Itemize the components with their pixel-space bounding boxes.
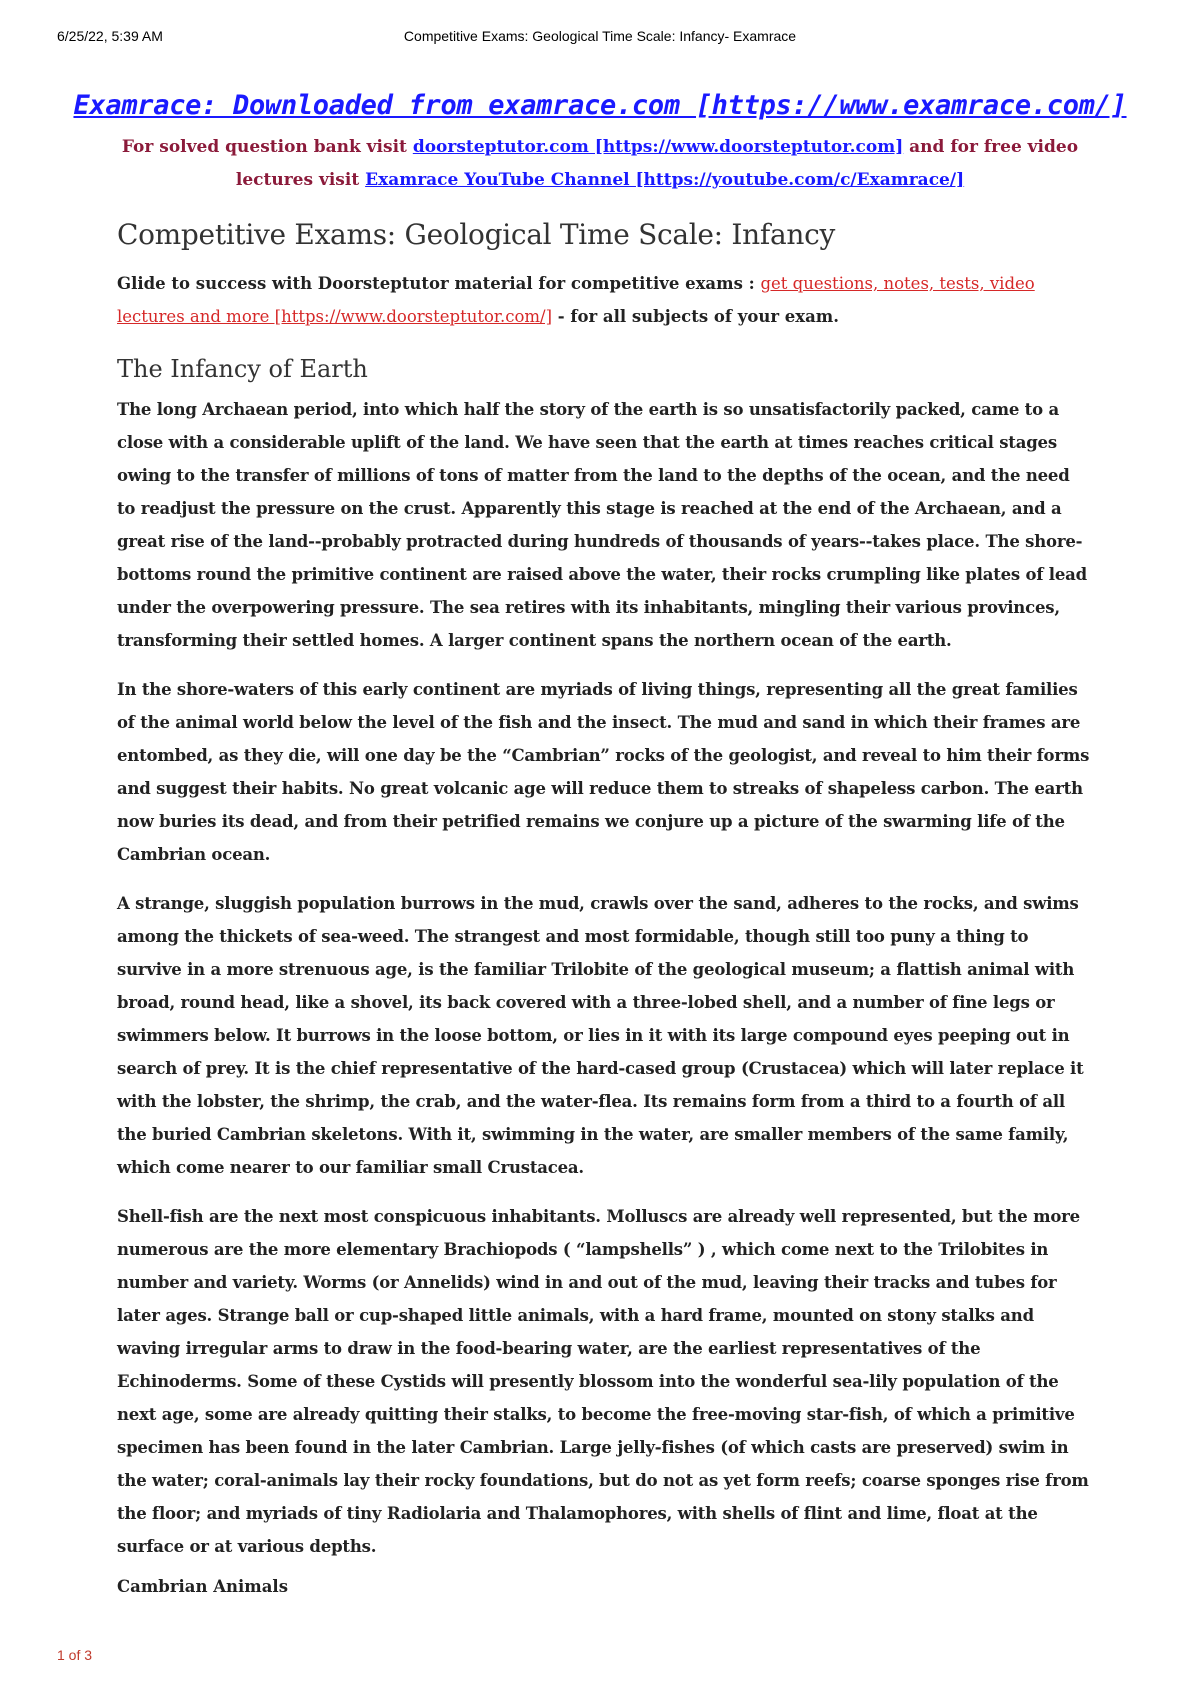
- section-title: The Infancy of Earth: [117, 355, 368, 383]
- page-title: Competitive Exams: Geological Time Scale: Infancy: [117, 218, 835, 251]
- intro-text: [117, 267, 1092, 333]
- examrace-download-link[interactable]: Examrace: Downloaded from examrace.com [https://www.examrace.com/]: [73, 90, 1127, 121]
- paragraph: Shell-fish are the next most conspicuous inhabitants. Molluscs are already well represented, but the more numerous are the more elementary Brachiopods ( “lampshells” ) , which come next to the Trilobites in number and variety. Worms (or Annelids) wind in and out of the mud, leaving their tracks and tubes for later ages. Strange ball or cup-shaped little animals, with a hard frame, mounted on stony stalks and waving irregular arms to draw in the food-bearing water, are the earliest representatives of the Echinoderms. Some of these Cystids will presently blossom into the wonderful sea-lily population of the next age, some are already quitting their stalks, to become the free-moving star-fish, of which a primitive specimen has been found in the later Cambrian. Large jelly-fishes (of which casts are preserved) swim in the water; coral-animals lay their rocky foundations, but do not as yet form reefs; coarse sponges rise from the floor; and myriads of tiny Radiolaria and Thalamophores, with shells of flint and lime, float at the surface or at various depths.: [117, 1207, 1089, 1556]
- paragraph: A strange, sluggish population burrows in the mud, crawls over the sand, adheres to the rocks, and swims among the thickets of sea-weed. The strangest and most formidable, though still too puny a thing to survive in a more strenuous age, is the familiar Trilobite of the geological museum; a flattish animal with broad, round head, like a shovel, its back covered with a three-lobed shell, and a number of fine legs or swimmers below. It burrows in the loose bottom, or lies in it with its large compound eyes peeping out in search of prey. It is the chief representative of the hard-cased group (Crustacea) which will later replace it with the lobster, the shrimp, the crab, and the water-flea. Its remains form from a third to a fourth of all the buried Cambrian skeletons. With it, swimming in the water, are smaller members of the same family, which come nearer to our familiar small Crustacea.: [117, 894, 1084, 1177]
- print-page-title: Competitive Exams: Geological Time Scale: Infancy- Examrace: [403, 28, 797, 44]
- intro-lead: Glide to success with Doorsteptutor material for competitive exams :: [117, 274, 761, 293]
- doorsteptutor-link[interactable]: doorsteptutor.com [https://www.doorsteptutor.com]: [412, 137, 904, 157]
- paragraph: The long Archaean period, into which half the story of the earth is so unsatisfactorily packed, came to a close with a considerable uplift of the land. We have seen that the earth at times reaches critical stages owing to the transfer of millions of tons of matter from the land to the depths of the ocean, and the need to readjust the pressure on the crust. Apparently this stage is reached at the end of the Archaean, and a great rise of the land--probably protracted during hundreds of thousands of years--takes place. The shore-bottoms round the primitive continent are raised above the water, their rocks crumpling like plates of lead under the overpowering pressure. The sea retires with its inhabitants, mingling their various provinces, transforming their settled homes. A larger continent spans the northern ocean of the earth.: [117, 400, 1088, 650]
- print-datetime: 6/25/22, 5:39 AM: [57, 28, 163, 44]
- print-header: [0, 28, 1200, 48]
- doorsteptutor-material-link[interactable]: get questions, notes, tests, video lectures and more [https://www.doorsteptutor.com/]: [117, 274, 1035, 326]
- banner-text-2: and for free video lectures visit: [235, 137, 1079, 190]
- banner-subtext: [100, 131, 1100, 197]
- youtube-channel-link[interactable]: Examrace YouTube Channel [https://youtube.com/c/Examrace/]: [365, 170, 965, 190]
- source-banner: [0, 90, 1200, 197]
- intro-suffix: - for all subjects of your exam.: [552, 307, 839, 326]
- page-indicator: 1 of 3: [57, 1647, 93, 1663]
- article-content: [117, 218, 1092, 1596]
- subheading-cambrian-animals: Cambrian Animals: [117, 1577, 288, 1596]
- paragraph: In the shore-waters of this early continent are myriads of living things, representing all the great families of the animal world below the level of the fish and the insect. The mud and sand in which their frames are entombed, as they die, will one day be the “Cambrian” rocks of the geologist, and reveal to him their forms and suggest their habits. No great volcanic age will reduce them to streaks of shapeless carbon. The earth now buries its dead, and from their petrified remains we conjure up a picture of the swarming life of the Cambrian ocean.: [117, 680, 1090, 864]
- banner-text-1: For solved question bank visit: [121, 137, 413, 157]
